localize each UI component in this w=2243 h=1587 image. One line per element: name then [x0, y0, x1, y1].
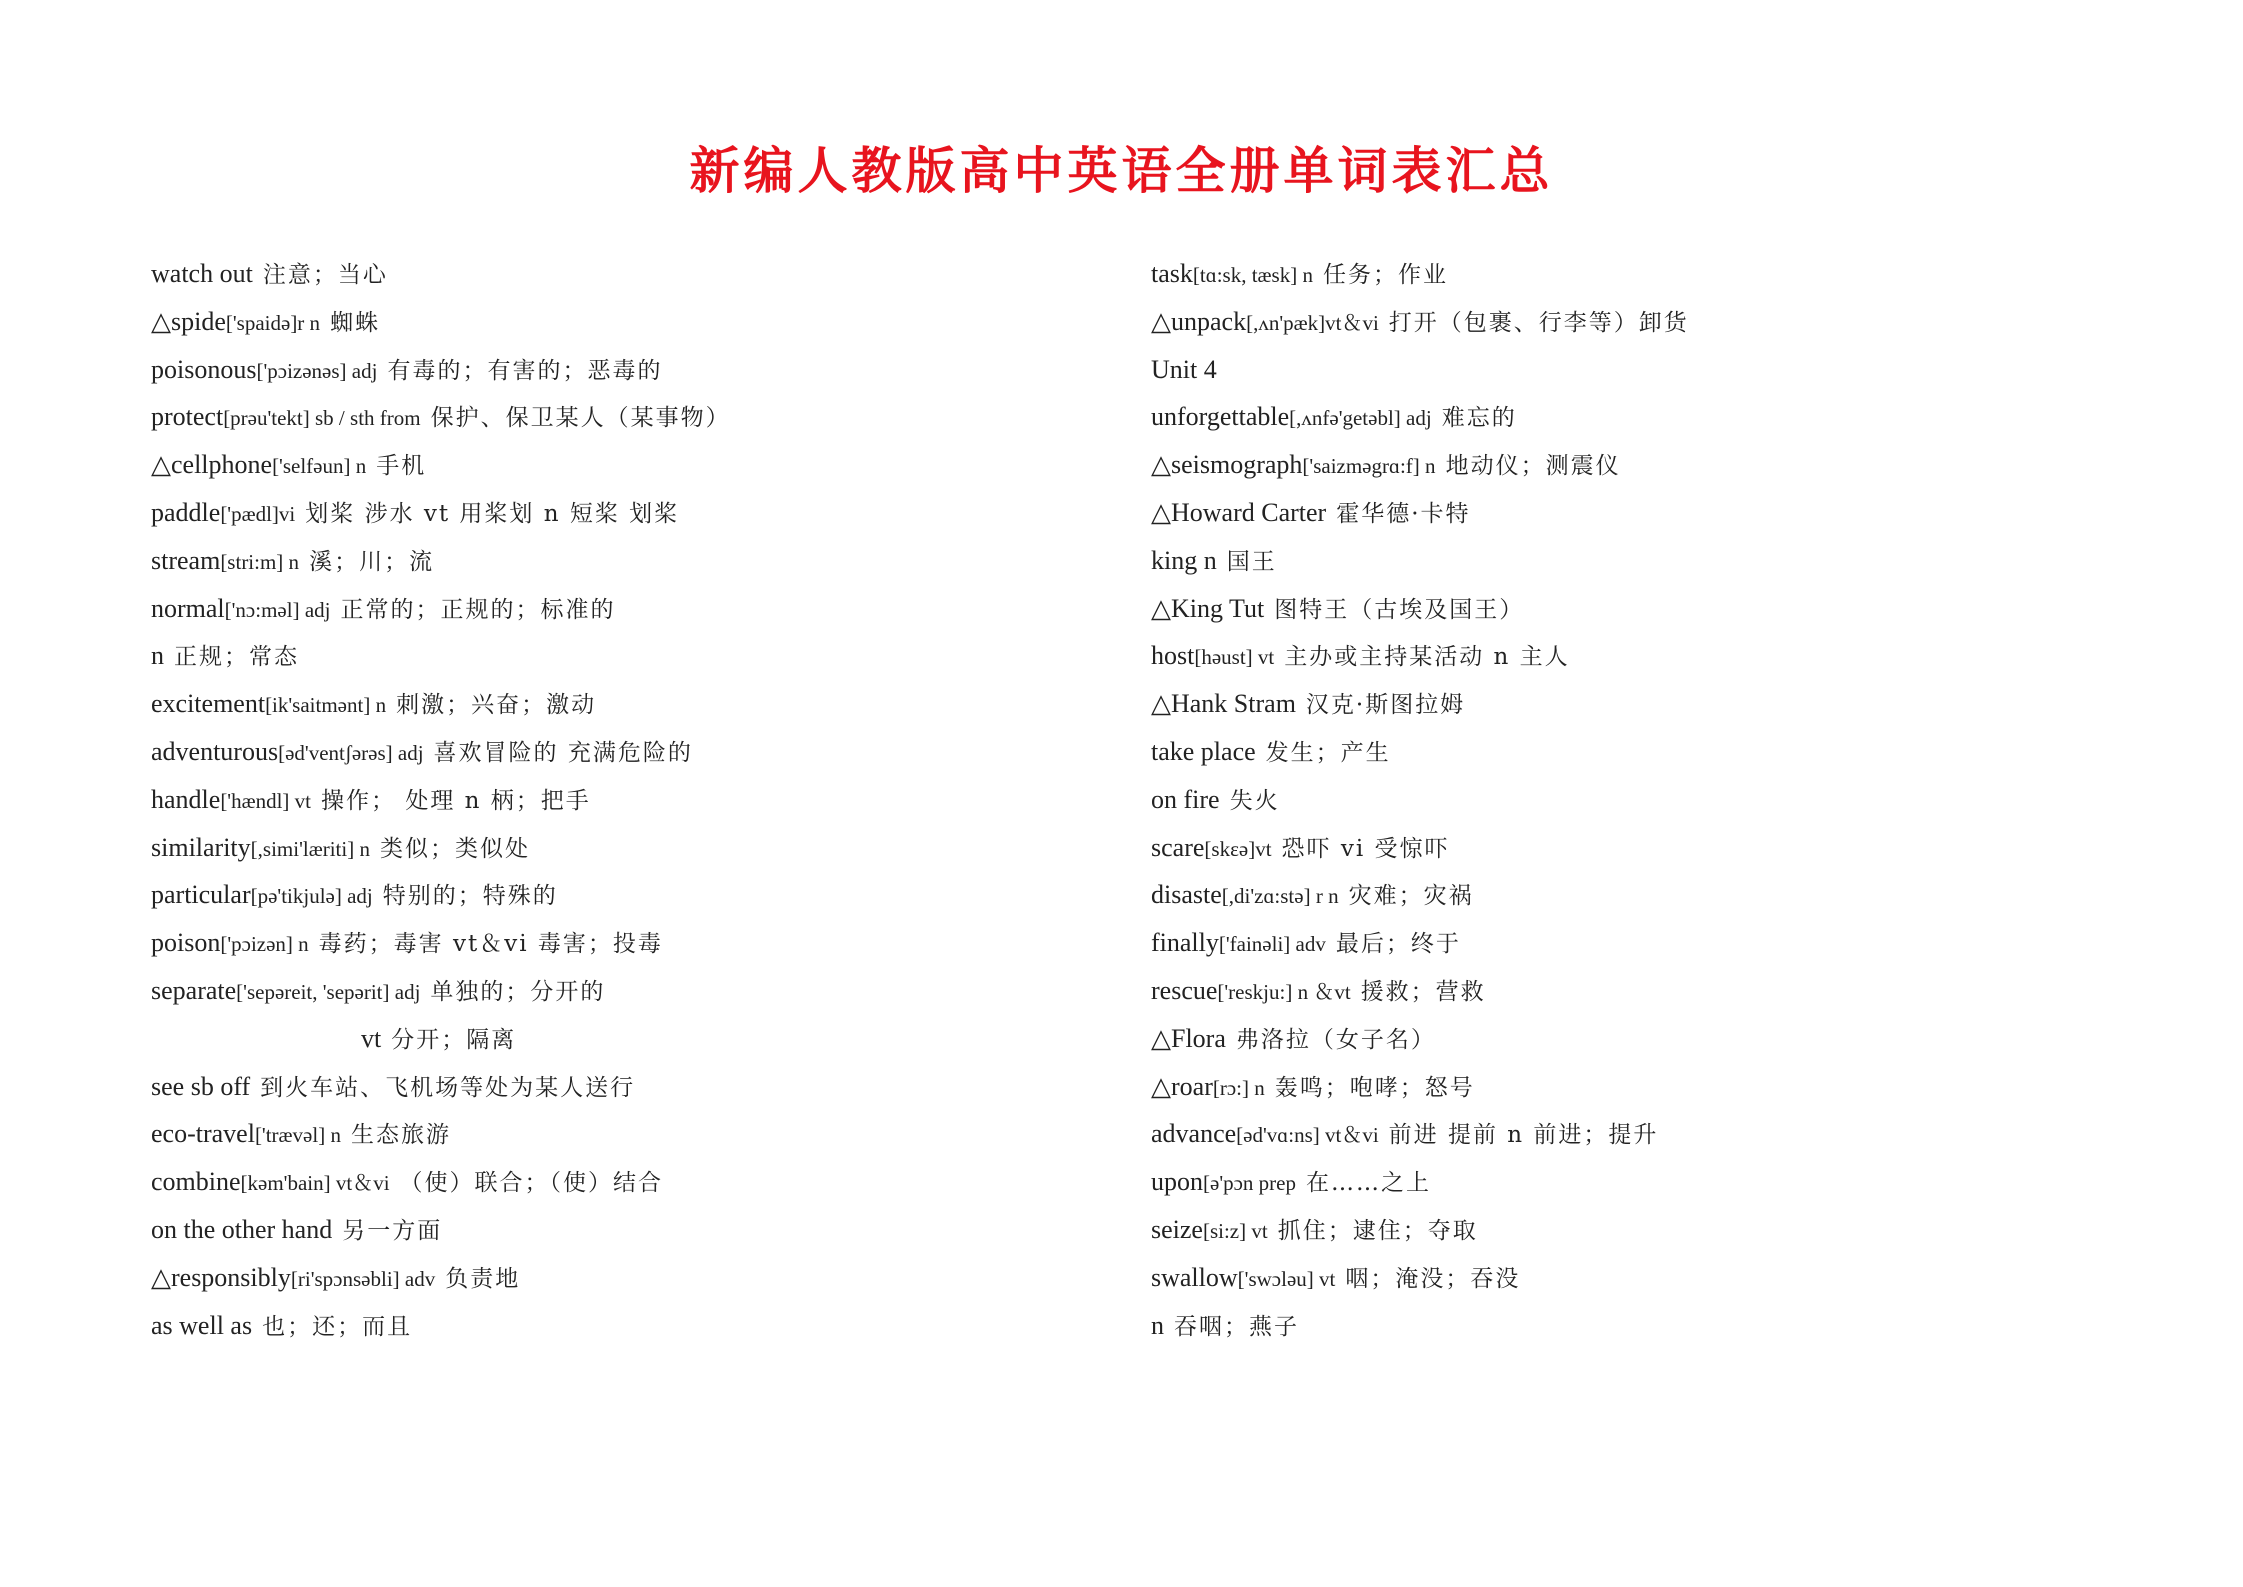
vocab-entry	[151, 832, 1131, 880]
vocab-entry	[151, 975, 1131, 1023]
vocab-entry	[1151, 449, 2151, 497]
vocab-phonetic: ['pædl]vi	[220, 501, 296, 526]
vocab-phonetic: [pə'tikjulə] adj	[250, 884, 373, 909]
vocab-entry	[151, 306, 1131, 354]
vocab-definition: 有毒的；有害的；恶毒的	[387, 357, 663, 384]
vocab-definition: 另一方面	[342, 1217, 443, 1244]
vocab-word: △King Tut	[1151, 593, 1265, 623]
vocab-word: particular	[151, 880, 251, 910]
vocab-definition: 抓住；逮住；夺取	[1277, 1217, 1478, 1244]
vocab-definition: 援救；营救	[1360, 978, 1486, 1005]
vocab-definition: 霍华德·卡特	[1336, 500, 1471, 527]
vocab-entry	[1151, 1118, 2151, 1166]
vocab-entry	[1151, 688, 2151, 736]
vocab-definition: 国王	[1226, 548, 1277, 575]
vocab-definition: 任务；作业	[1322, 262, 1448, 288]
vocab-phonetic: [,ʌnfə'getəbl] adj	[1289, 406, 1432, 431]
vocab-word: on fire	[1151, 784, 1220, 814]
vocab-definition: 恐吓 vi 受惊吓	[1281, 835, 1450, 862]
vocab-word: upon	[1151, 1167, 1203, 1197]
vocab-word: king n	[1151, 545, 1217, 575]
vocab-entry	[1151, 401, 2151, 449]
vocab-definition: 咽；淹没；吞没	[1345, 1265, 1521, 1292]
vocab-phonetic: ['saizməgrɑ:f] n	[1302, 454, 1436, 479]
vocab-word: host	[1151, 641, 1195, 671]
vocab-word: on the other hand	[151, 1214, 333, 1244]
vocab-definition: 最后；终于	[1335, 931, 1461, 958]
vocab-phonetic: [həust] vt	[1194, 645, 1275, 670]
vocab-definition: 刺激；兴奋；激动	[396, 692, 597, 719]
vocab-entry	[151, 640, 1131, 688]
vocab-word: poison	[151, 928, 221, 958]
vocab-definition: 毒药；毒害 vt＆vi 毒害；投毒	[318, 931, 663, 958]
vocab-phonetic: ['sepəreit, 'sepərit] adj	[236, 979, 421, 1004]
vocab-word: task	[1151, 259, 1193, 288]
vocab-definition: 正规；常态	[174, 644, 299, 671]
page-title: 新编人教版高中英语全册单词表汇总	[689, 141, 1554, 200]
vocab-phonetic: [stri:m] n	[220, 549, 300, 574]
vocab-entry	[1151, 640, 2151, 688]
vocab-word: scare	[1151, 832, 1205, 862]
vocab-entry	[1151, 832, 2151, 880]
vocab-definition: 操作； 处理 n 柄；把手	[321, 787, 591, 814]
vocab-entry	[151, 688, 1131, 736]
vocab-definition: 保护、保卫某人（某事物）	[430, 405, 731, 432]
vocab-word: △seismograph	[1151, 450, 1303, 480]
vocab-word: separate	[151, 975, 237, 1005]
vocab-definition: 到火车站、飞机场等处为某人送行	[260, 1074, 636, 1101]
vocab-entry	[1151, 593, 2151, 641]
vocab-entry	[1151, 1023, 2151, 1071]
vocab-word: paddle	[151, 497, 221, 527]
vocab-word: see sb off	[151, 1071, 251, 1101]
vocab-word: poisonous	[151, 354, 257, 384]
vocab-word: excitement	[151, 689, 266, 719]
vocab-definition: 划桨 涉水 vt 用桨划 n 短桨 划桨	[305, 500, 680, 527]
vocab-definition: 难忘的	[1441, 405, 1517, 432]
vocab-entry	[1151, 975, 2151, 1023]
vocab-phonetic: ['swɔləu] vt	[1237, 1266, 1336, 1291]
vocab-definition: 溪；川；流	[309, 548, 435, 575]
vocab-definition: 也；还；而且	[262, 1313, 413, 1340]
vocab-entry	[151, 1214, 1131, 1262]
vocab-word: disaste	[1151, 880, 1222, 910]
vocab-phonetic: ['nɔ:məl] adj	[224, 597, 331, 622]
vocab-entry	[1151, 736, 2151, 784]
vocab-word: handle	[151, 784, 221, 814]
vocab-phonetic: [rɔ:] n	[1212, 1075, 1265, 1100]
vocab-entry	[151, 1118, 1131, 1166]
vocab-entry	[151, 736, 1131, 784]
vocab-definition: 注意；当心	[262, 262, 388, 288]
vocab-phonetic: ['fainəli] adv	[1218, 932, 1326, 957]
vocab-word: watch out	[151, 259, 253, 288]
vocab-phonetic: ['pɔizənəs] adj	[256, 358, 378, 383]
vocab-definition: 前进 提前 n 前进；提升	[1388, 1122, 1659, 1149]
vocab-phonetic: [,ʌn'pæk]vt＆vi	[1246, 310, 1379, 335]
vocab-phonetic: [skεə]vt	[1204, 836, 1272, 861]
vocab-entry	[151, 545, 1131, 593]
vocab-phonetic: [ik'saitmənt] n	[265, 693, 387, 718]
vocab-entry	[1151, 1166, 2151, 1214]
vocab-definition: 生态旅游	[350, 1122, 451, 1149]
vocab-word: △responsibly	[151, 1262, 291, 1292]
vocab-entry	[1151, 306, 2151, 354]
vocab-phonetic: [tɑ:sk, tæsk] n	[1192, 263, 1313, 287]
vocab-word: n	[151, 641, 164, 671]
vocab-entry	[1151, 879, 2151, 927]
vocab-entry	[1151, 1214, 2151, 1262]
vocab-word: △spide	[151, 306, 226, 336]
vocab-entry	[151, 1310, 1131, 1358]
vocab-definition: 吞咽；燕子	[1174, 1313, 1299, 1340]
vocab-phonetic: ['selfəun] n	[272, 454, 367, 479]
vocab-entry	[151, 927, 1131, 975]
vocab-entry	[151, 258, 1131, 306]
vocab-phonetic: [kəm'bain] vt＆vi	[240, 1171, 390, 1196]
vocab-entry	[1151, 784, 2151, 832]
vocab-word: stream	[151, 545, 221, 575]
vocab-phonetic: [prəu'tekt] sb / sth from	[223, 406, 421, 431]
vocab-word: eco-travel	[151, 1119, 255, 1149]
vocab-word: as well as	[151, 1310, 253, 1340]
vocab-word: vt	[361, 1023, 382, 1053]
vocab-phonetic: ['pɔizən] n	[220, 932, 309, 957]
vocab-entry	[151, 1166, 1131, 1214]
vocab-entry	[1151, 258, 2151, 306]
vocab-word: n	[1151, 1310, 1164, 1340]
vocab-entry	[151, 879, 1131, 927]
vocab-definition: 轰鸣；咆哮；怒号	[1274, 1074, 1475, 1101]
vocab-entry	[151, 401, 1131, 449]
vocab-entry	[1151, 497, 2151, 545]
vocab-word: △Hank Stram	[1151, 689, 1296, 719]
vocab-word: finally	[1151, 928, 1219, 958]
vocab-word: △cellphone	[151, 450, 273, 480]
vocab-definition: 失火	[1229, 787, 1280, 814]
vocab-word: △unpack	[1151, 306, 1247, 336]
vocab-word: take place	[1151, 736, 1256, 766]
vocab-word: combine	[151, 1167, 241, 1197]
vocab-definition: 手机	[376, 453, 427, 480]
vocab-phonetic: ['spaidə]r n	[225, 310, 321, 335]
vocab-word: protect	[151, 402, 224, 432]
vocab-word: normal	[151, 593, 225, 623]
vocab-entry	[1151, 1071, 2151, 1119]
vocab-entry	[151, 1071, 1131, 1119]
vocab-list-right	[1151, 258, 2151, 1357]
vocab-entry	[1151, 1310, 2151, 1358]
vocab-word: similarity	[151, 832, 251, 862]
vocab-definition: 地动仪；测震仪	[1445, 453, 1621, 480]
vocab-definition: 图特王（古埃及国王）	[1274, 596, 1525, 623]
vocab-definition: 主办或主持某活动 n 主人	[1284, 644, 1570, 671]
vocab-entry	[1151, 545, 2151, 593]
vocab-phonetic: ['trævəl] n	[254, 1123, 341, 1148]
vocab-definition: 发生；产生	[1265, 739, 1391, 766]
vocab-phonetic: [ə'pɔn prep	[1203, 1171, 1296, 1196]
vocab-word: seize	[1151, 1214, 1203, 1244]
vocab-entry	[151, 1023, 1131, 1071]
vocab-phonetic: [,simi'læriti] n	[250, 836, 370, 861]
vocab-phonetic: ['reskju:] n ＆vt	[1217, 979, 1351, 1004]
vocab-word: △Howard Carter	[1151, 497, 1327, 527]
vocab-definition: 汉克·斯图拉姆	[1305, 692, 1466, 719]
vocab-entry	[151, 354, 1131, 402]
vocab-definition: 负责地	[445, 1265, 521, 1292]
vocab-definition: 打开（包裹、行李等）卸货	[1388, 309, 1689, 336]
vocab-entry	[1151, 1262, 2151, 1310]
vocab-word: △Flora	[1151, 1023, 1226, 1053]
vocab-definition: 灾难；灾祸	[1348, 883, 1474, 910]
vocab-phonetic: [əd'vɑ:ns] vt＆vi	[1236, 1123, 1379, 1148]
vocab-phonetic: [əd'ventʃərəs] adj	[278, 740, 424, 765]
vocab-word: Unit 4	[1151, 354, 1217, 384]
vocab-definition: 单独的；分开的	[430, 978, 606, 1005]
vocab-definition: （使）联合；（使）结合	[399, 1170, 664, 1197]
vocab-entry	[151, 497, 1131, 545]
vocab-phonetic: [si:z] vt	[1202, 1218, 1268, 1243]
vocab-definition: 特别的；特殊的	[382, 883, 558, 910]
vocab-definition: 蜘蛛	[330, 309, 381, 336]
vocab-definition: 正常的；正规的；标准的	[340, 596, 616, 623]
vocab-entry	[1151, 354, 2151, 402]
vocab-entry	[151, 784, 1131, 832]
vocab-word: adventurous	[151, 736, 279, 766]
vocab-entry	[1151, 927, 2151, 975]
vocab-entry	[151, 593, 1131, 641]
vocab-definition: 分开；隔离	[391, 1026, 517, 1053]
vocab-list-left	[151, 258, 1131, 1357]
vocab-definition: 弗洛拉（女子名）	[1235, 1026, 1436, 1053]
vocab-definition: 喜欢冒险的 充满危险的	[433, 739, 693, 766]
vocab-word: swallow	[1151, 1262, 1238, 1292]
vocab-word: unforgettable	[1151, 402, 1290, 432]
vocab-entry	[151, 1262, 1131, 1310]
vocab-word: rescue	[1151, 975, 1218, 1005]
vocab-word: advance	[1151, 1119, 1237, 1149]
vocab-phonetic: ['hændl] vt	[220, 788, 312, 813]
vocab-phonetic: [ri'spɔnsəbli] adv	[290, 1266, 436, 1291]
vocab-entry	[151, 449, 1131, 497]
vocab-definition: 类似；类似处	[379, 835, 530, 862]
vocab-phonetic: [,di'zɑ:stə] r n	[1221, 884, 1339, 909]
vocab-word: △roar	[1151, 1071, 1213, 1101]
vocab-definition: 在……之上	[1305, 1170, 1431, 1197]
